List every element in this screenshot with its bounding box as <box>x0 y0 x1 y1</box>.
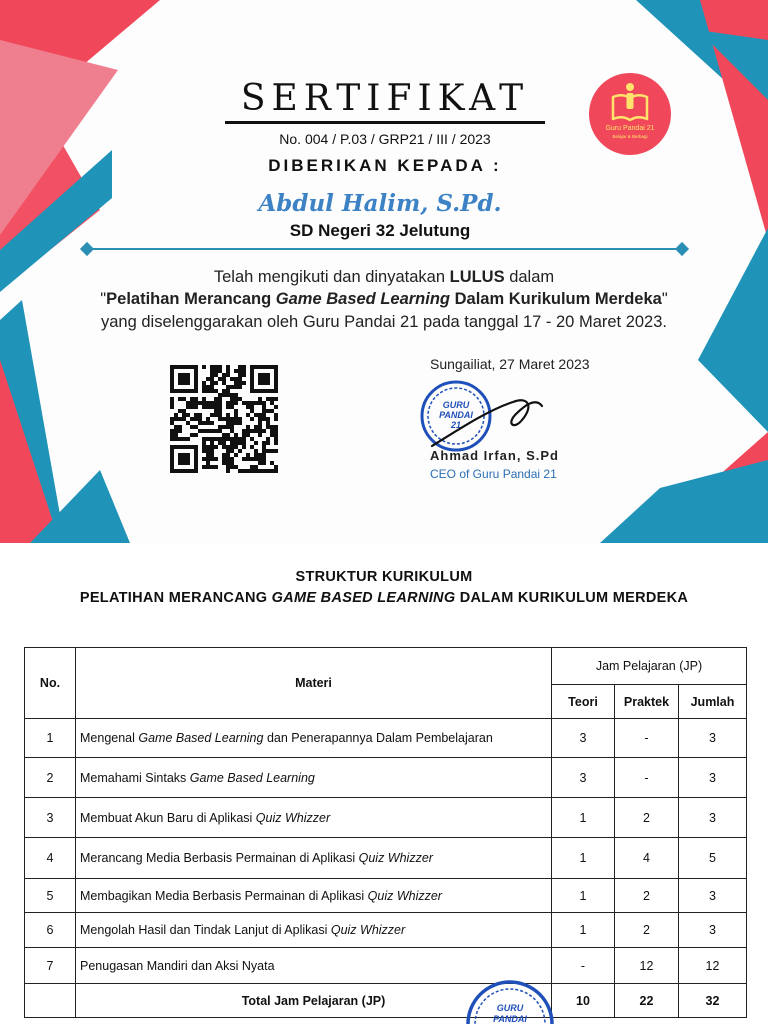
row-praktek: 2 <box>615 879 679 913</box>
logo-tagline: Belajar & Berbagi <box>612 134 648 139</box>
certificate-title: SERTIFIKAT <box>240 78 530 119</box>
recipient-name: Abdul Halim, S.Pd. <box>258 190 502 217</box>
table-row <box>25 719 747 758</box>
svg-text:PANDAI: PANDAI <box>439 410 473 420</box>
row-praktek: 2 <box>615 798 679 838</box>
statement-line-3: yang diselenggarakan oleh Guru Pandai 21 pada tanggal 17 - 20 Maret 2023. <box>101 313 667 331</box>
table-row <box>25 838 747 879</box>
svg-text:21: 21 <box>450 420 462 430</box>
row-teori: 1 <box>552 798 615 838</box>
row-teori: - <box>552 948 615 984</box>
table-total-row <box>25 984 747 1018</box>
row-materi: Merancang Media Berbasis Permainan di Aplikasi Quiz Whizzer <box>76 838 552 879</box>
guru-pandai-logo <box>589 73 671 155</box>
row-number: 6 <box>25 913 76 948</box>
row-number: 7 <box>25 948 76 984</box>
header-jumlah: Jumlah <box>679 685 747 719</box>
row-number: 4 <box>25 838 76 879</box>
svg-text:GURU: GURU <box>496 1003 524 1013</box>
curriculum-title: STRUKTUR KURIKULUM <box>295 569 473 585</box>
row-materi: Penugasan Mandiri dan Aksi Nyata <box>76 948 552 984</box>
row-praktek: 2 <box>615 913 679 948</box>
divider-line <box>88 248 682 250</box>
header-no: No. <box>25 648 76 719</box>
svg-text:GURU: GURU <box>442 400 470 410</box>
row-praktek: 4 <box>615 838 679 879</box>
row-teori: 1 <box>552 879 615 913</box>
curriculum-subtitle: PELATIHAN MERANCANG GAME BASED LEARNING DALAM KURIKULUM MERDEKA <box>79 590 689 606</box>
curriculum-page <box>0 543 768 1024</box>
table-row <box>25 758 747 798</box>
row-materi: Membuat Akun Baru di Aplikasi Quiz Whizzer <box>76 798 552 838</box>
row-materi: Memahami Sintaks Game Based Learning <box>76 758 552 798</box>
title-underline <box>225 121 545 124</box>
row-teori: 3 <box>552 758 615 798</box>
statement-line-1: Telah mengikuti dan dinyatakan LULUS dalam <box>213 268 555 286</box>
row-teori: 3 <box>552 719 615 758</box>
row-jumlah: 3 <box>679 719 747 758</box>
recipient-school: SD Negeri 32 Jelutung <box>289 221 471 240</box>
row-teori: 1 <box>552 838 615 879</box>
total-praktek: 22 <box>615 984 679 1018</box>
row-jumlah: 12 <box>679 948 747 984</box>
signature-place-date: Sungailiat, 27 Maret 2023 <box>430 356 590 372</box>
row-jumlah: 3 <box>679 758 747 798</box>
row-jumlah: 3 <box>679 913 747 948</box>
statement-line-2: "Pelatihan Merancang Game Based Learning Dalam Kurikulum Merdeka" <box>100 290 668 308</box>
logo-name: Guru Pandai 21 <box>605 125 655 132</box>
row-praktek: - <box>615 758 679 798</box>
signatory-name: Ahmad Irfan, S.Pd <box>430 448 559 463</box>
qr-code <box>170 365 278 473</box>
row-jumlah: 3 <box>679 798 747 838</box>
row-jumlah: 5 <box>679 838 747 879</box>
header-materi: Materi <box>76 648 552 719</box>
given-to-label: DIBERIKAN KEPADA : <box>268 156 502 175</box>
row-number: 2 <box>25 758 76 798</box>
row-materi: Membagikan Media Berbasis Permainan di Aplikasi Quiz Whizzer <box>76 879 552 913</box>
certificate-number: No. 004 / P.03 / GRP21 / III / 2023 <box>279 131 491 147</box>
header-praktek: Praktek <box>615 685 679 719</box>
table-stamp <box>463 977 557 1024</box>
table-row <box>25 798 747 838</box>
row-teori: 1 <box>552 913 615 948</box>
header-jam-pelajaran: Jam Pelajaran (JP) <box>552 648 747 685</box>
total-label: Total Jam Pelajaran (JP) <box>76 984 552 1018</box>
row-praktek: 12 <box>615 948 679 984</box>
table-row <box>25 948 747 984</box>
curriculum-table <box>24 647 747 1018</box>
signatory-role: CEO of Guru Pandai 21 <box>430 467 557 481</box>
row-number: 3 <box>25 798 76 838</box>
header-teori: Teori <box>552 685 615 719</box>
table-row <box>25 879 747 913</box>
book-reader-icon <box>589 73 671 155</box>
row-number: 1 <box>25 719 76 758</box>
row-number: 5 <box>25 879 76 913</box>
row-praktek: - <box>615 719 679 758</box>
row-materi: Mengolah Hasil dan Tindak Lanjut di Aplikasi Quiz Whizzer <box>76 913 552 948</box>
table-row <box>25 913 747 948</box>
total-jumlah: 32 <box>679 984 747 1018</box>
row-materi: Mengenal Game Based Learning dan Penerapannya Dalam Pembelajaran <box>76 719 552 758</box>
svg-text:PANDAI: PANDAI <box>493 1014 527 1024</box>
row-jumlah: 3 <box>679 879 747 913</box>
signature-stamp <box>418 380 558 458</box>
total-teori: 10 <box>552 984 615 1018</box>
